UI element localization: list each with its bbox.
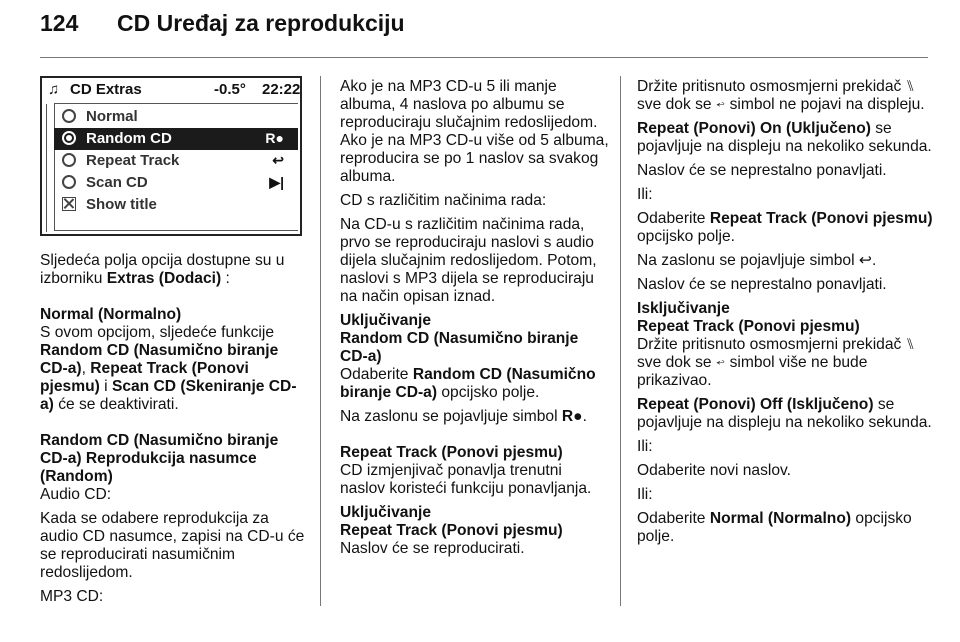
display-temperature: -0.5° xyxy=(214,81,246,98)
heading-on: Uključivanje xyxy=(340,504,432,521)
text: , xyxy=(81,360,91,377)
paragraph xyxy=(637,210,933,246)
heading-off: Isključivanje xyxy=(637,300,730,317)
option-label: Scan CD xyxy=(86,174,148,191)
text: se pojavljuje na displeju na nekoliko sekunda. xyxy=(637,120,932,155)
display-frame-line xyxy=(46,104,47,232)
text: Držite pritisnuto osmosmjerni prekidač xyxy=(637,78,906,95)
paragraph: Na CD-u s različitim načinima rada, prvo se reproduciraju naslovi s audio dijela slučajnim redoslijedom. Potom, naslovi s MP3 dijela se reproduciraju na način opisan iznad. xyxy=(340,216,597,305)
text: Držite pritisnuto osmosmjerni prekidač xyxy=(637,336,906,353)
header-divider xyxy=(40,57,928,58)
text: će se deaktivirati. xyxy=(53,396,179,413)
column-3 xyxy=(637,78,933,546)
option-random-cd[interactable] xyxy=(54,128,298,150)
bold-text: Repeat Track (Ponovi pjesmu) xyxy=(709,210,933,227)
text: . xyxy=(871,252,877,269)
text: Na zaslonu se pojavljuje simbol xyxy=(637,252,859,269)
option-show-title[interactable] xyxy=(54,194,298,216)
text: S ovom opcijom, sljedeće funkcije xyxy=(40,324,275,341)
paragraph xyxy=(340,366,610,402)
column-divider-1 xyxy=(320,76,321,606)
paragraph xyxy=(637,252,933,270)
paragraph: Ili: xyxy=(637,438,653,455)
option-scan-cd[interactable] xyxy=(54,172,298,194)
radio-icon xyxy=(62,153,76,167)
bold-text: Repeat Track (Ponovi pjesmu) xyxy=(40,360,249,395)
display-title: CD Extras xyxy=(70,81,142,98)
page-number: 124 xyxy=(40,10,79,36)
option-label: Repeat Track xyxy=(86,152,180,169)
paragraph: CD izmjenjivač ponavlja trenutni naslov koristeći funkciju ponavljanja. xyxy=(340,462,592,497)
option-label: Show title xyxy=(86,196,157,213)
radio-icon xyxy=(62,109,76,123)
heading-repeat: Repeat Track (Ponovi pjesmu) xyxy=(637,318,860,335)
paragraph: Ili: xyxy=(637,486,653,503)
radio-icon xyxy=(62,175,76,189)
scan-icon: ▶| xyxy=(269,174,284,190)
bold-text: Repeat (Ponovi) On (Uključeno) xyxy=(637,120,871,137)
paragraph xyxy=(340,408,610,426)
repeat-icon: ↩ xyxy=(272,152,284,168)
eight-way-switch-icon: ⑊ xyxy=(905,336,916,353)
heading-random: Random CD (Nasumično biranje CD-a) xyxy=(340,330,579,365)
paragraph: Naslov će se reproducirati. xyxy=(340,540,525,557)
paragraph: Naslov će se neprestalno ponavljati. xyxy=(637,276,887,293)
text: opcijsko polje. xyxy=(637,228,735,245)
bold-text: Repeat (Ponovi) Off (Isključeno) xyxy=(637,396,874,413)
option-repeat-track[interactable] xyxy=(54,150,298,172)
bold-text: Extras (Dodaci) xyxy=(106,270,222,287)
paragraph: Odaberite novi naslov. xyxy=(637,462,792,479)
repeat-icon: ↩ xyxy=(715,354,726,371)
bold-text: Random CD (Nasumično biranje CD-a) xyxy=(40,342,279,377)
text: . xyxy=(582,408,587,425)
paragraph xyxy=(637,510,933,546)
paragraph: Ako je na MP3 CD-u 5 ili manje albuma, 4 naslova po albumu se reproduciraju slučajnim redoslijedom. Ako je na MP3 CD-u više od 5 albuma, reproducira se po 1 naslov sa svakog albuma. xyxy=(340,78,609,185)
repeat-icon: ↩ xyxy=(858,252,872,269)
column-divider-2 xyxy=(620,76,621,606)
paragraph: Audio CD: xyxy=(40,486,112,503)
option-normal[interactable] xyxy=(54,106,298,128)
text: simbol ne pojavi na displeju. xyxy=(725,96,925,113)
text: opcijsko polje. xyxy=(637,510,912,545)
paragraph xyxy=(40,252,308,288)
heading-normal: Normal (Normalno) xyxy=(40,306,182,323)
paragraph: Naslov će se neprestalno ponavljati. xyxy=(637,162,887,179)
cd-extras-display xyxy=(40,76,302,236)
paragraph: Kada se odabere reprodukcija za audio CD nasumce, zapisi na CD-u će se reproducirati nasumičnim redoslijedom. xyxy=(40,510,305,581)
paragraph xyxy=(40,324,308,414)
text: : xyxy=(221,270,230,287)
heading-random: Random CD (Nasumično biranje CD-a) Reprodukcija nasumce (Random) xyxy=(40,432,279,485)
page-title: CD Uređaj za reprodukciju xyxy=(117,10,405,36)
text: i xyxy=(99,378,112,395)
text: sve dok se xyxy=(637,354,716,371)
music-note-icon: ♫ xyxy=(48,81,60,98)
random-icon: R● xyxy=(265,130,284,146)
checkbox-icon xyxy=(62,197,76,211)
paragraph: Ili: xyxy=(637,186,653,203)
repeat-icon: ↩ xyxy=(715,96,726,113)
text: Odaberite xyxy=(637,510,710,527)
text: simbol više ne bude prikazivao. xyxy=(637,354,868,389)
text: Odaberite xyxy=(637,210,710,227)
eight-way-switch-icon: ⑊ xyxy=(905,78,916,95)
bold-text: Random CD (Nasumično biranje CD-a) xyxy=(340,366,596,401)
text: opcijsko polje. xyxy=(437,384,540,401)
text: Na zaslonu se pojavljuje simbol xyxy=(340,408,562,425)
display-clock: 22:22 xyxy=(262,81,301,98)
column-2 xyxy=(340,78,610,558)
paragraph xyxy=(637,396,933,432)
page-header xyxy=(0,0,960,58)
text: sve dok se xyxy=(637,96,716,113)
paragraph: MP3 CD: xyxy=(40,588,104,605)
column-1 xyxy=(40,252,308,606)
paragraph xyxy=(637,78,933,114)
bold-text: Scan CD (Skeniranje CD-a) xyxy=(40,378,297,413)
paragraph xyxy=(637,336,933,390)
heading-repeat: Repeat Track (Ponovi pjesmu) xyxy=(340,522,563,539)
text: se pojavljuje na displeju na nekoliko sekunda. xyxy=(637,396,932,431)
radio-selected-icon xyxy=(62,131,76,145)
heading-on: Uključivanje xyxy=(340,312,432,329)
paragraph: CD s različitim načinima rada: xyxy=(340,192,547,209)
text: Odaberite xyxy=(340,366,413,383)
bold-text: Normal (Normalno) xyxy=(709,510,852,527)
option-label: Normal xyxy=(86,108,138,125)
random-symbol-icon: R● xyxy=(561,408,583,425)
option-label: Random CD xyxy=(86,130,172,147)
text: Sljedeća polja opcija dostupne su u izborniku xyxy=(40,252,285,287)
heading-repeat: Repeat Track (Ponovi pjesmu) xyxy=(340,444,563,461)
paragraph xyxy=(637,120,933,156)
display-status-bar xyxy=(42,78,300,102)
